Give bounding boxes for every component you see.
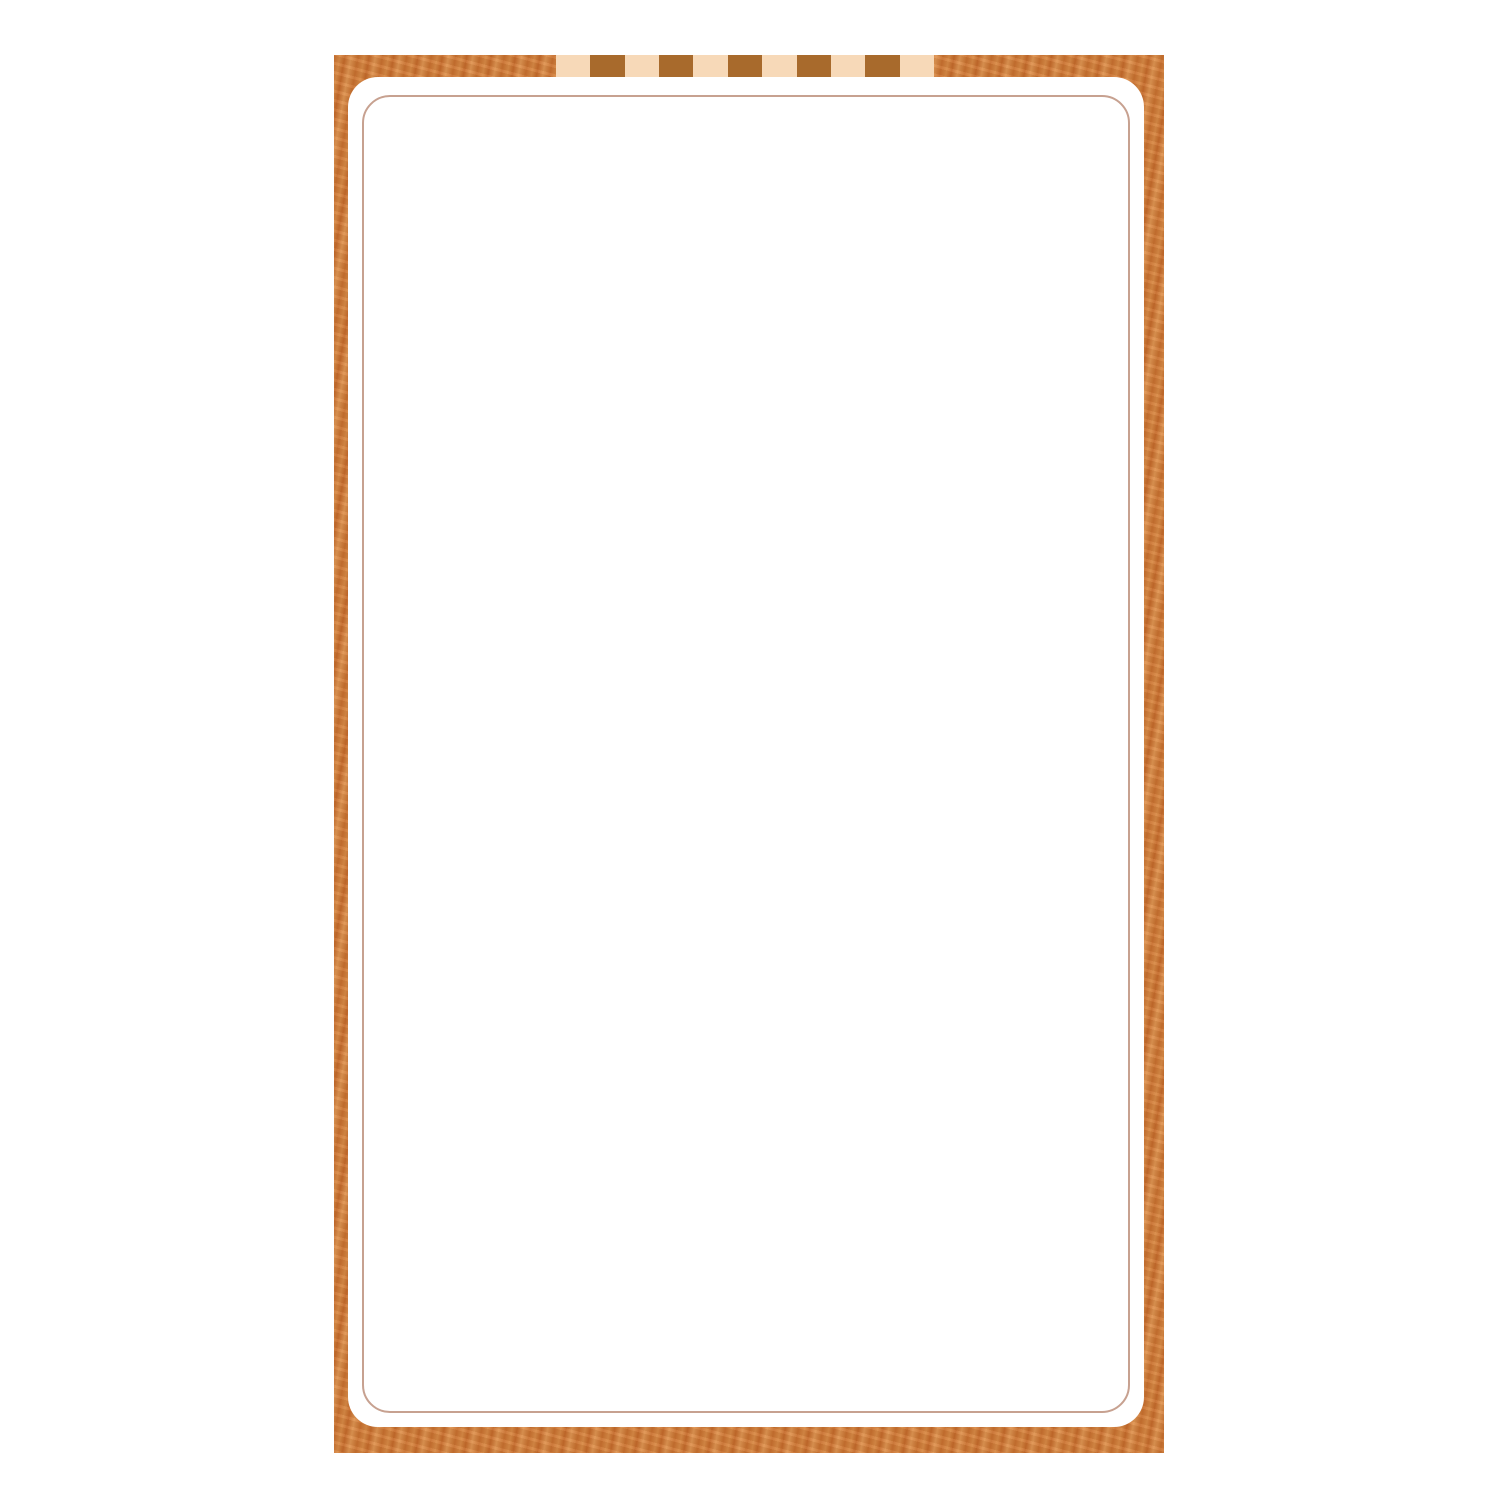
package-background bbox=[334, 55, 1164, 1453]
card-border bbox=[362, 95, 1130, 1413]
instruction-card bbox=[348, 77, 1144, 1427]
checker-strip bbox=[556, 55, 934, 77]
